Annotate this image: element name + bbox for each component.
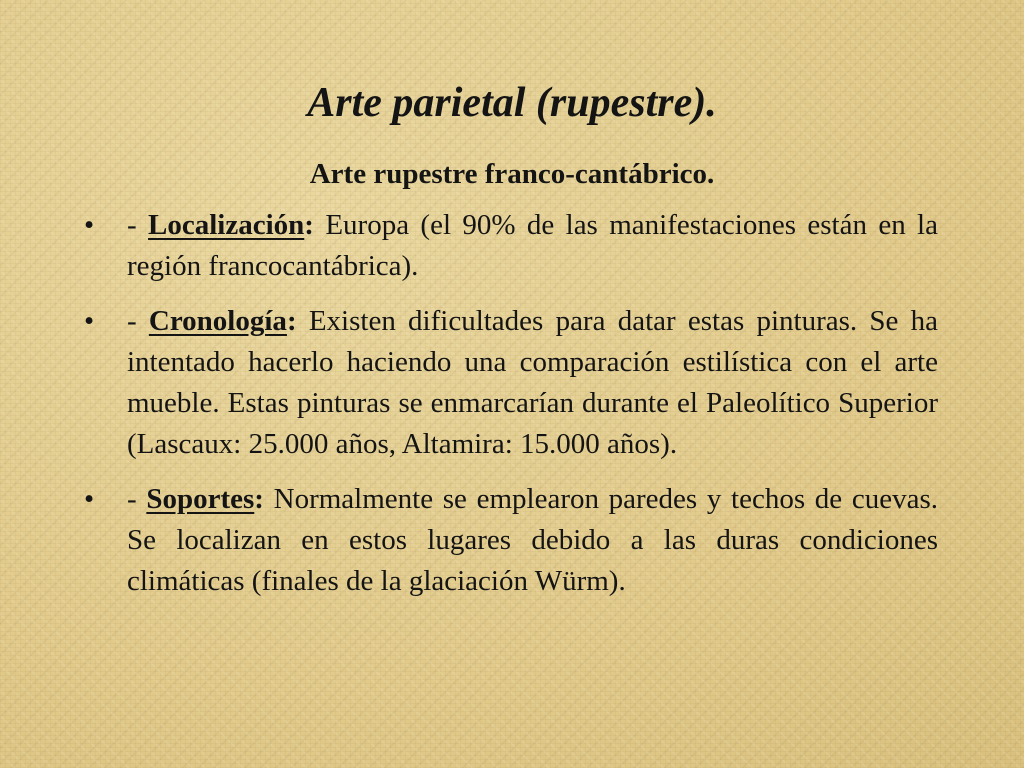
bullet-colon: :: [304, 209, 314, 241]
slide-subtitle: Arte rupestre franco-cantábrico.: [309, 158, 715, 190]
bullet-text: Normalmente se emplearon paredes y techos de cuevas. Se localizan en estos lugares debido a las duras condiciones climáticas (finales de la glaciación Würm).: [127, 483, 938, 597]
slide-title: Arte parietal (rupestre).: [307, 80, 717, 126]
bullet-prefix: -: [127, 209, 149, 241]
bullet-dot-icon: •: [84, 305, 95, 337]
bullet-localizacion: [70, 205, 938, 287]
bullet-list: [70, 205, 938, 616]
bullet-label: Cronología: [148, 305, 287, 337]
bullet-prefix: -: [127, 305, 149, 337]
bullet-prefix: -: [127, 483, 147, 515]
bullet-soportes: [70, 479, 938, 602]
bullet-label: Localización: [148, 209, 305, 241]
bullet-dot-icon: •: [84, 209, 95, 241]
bullet-label: Soportes: [146, 483, 255, 515]
bullet-cronologia: [70, 301, 938, 465]
bullet-text: Existen dificultades para datar estas pinturas. Se ha intentado hacerlo haciendo una comparación estilística con el arte mueble. Estas pinturas se enmarcarían durante el Paleolítico Superior (Lascaux: 25.000 años, Altamira: 15.000 años).: [127, 305, 938, 460]
bullet-colon: :: [286, 305, 297, 337]
bullet-colon: :: [254, 483, 264, 515]
bullet-text: Europa (el 90% de las manifestaciones están en la región francocantábrica).: [127, 209, 938, 282]
bullet-dot-icon: •: [84, 483, 95, 515]
